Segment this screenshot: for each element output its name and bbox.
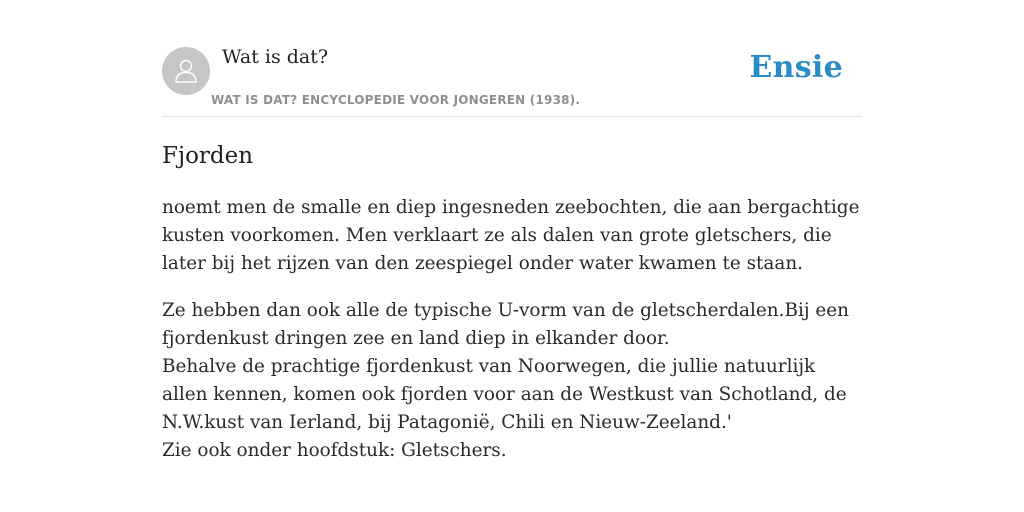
- source-header: [162, 0, 862, 117]
- entry-line: Behalve de prachtige fjordenkust van Noorwegen, die jullie natuurlijk allen kennen, komen ook fjorden voor aan de Westkust van Schotland, de N.W.kust van Ierland, bij Patagonië, Chili en Nieuw-Zeeland.': [162, 356, 847, 433]
- entry-body: [162, 194, 862, 465]
- entry-line: Ze hebben dan ook alle de typische U-vorm van de gletscherdalen.Bij een fjordenkust dringen zee en land diep in elkander door.: [162, 300, 850, 349]
- page-content: [162, 0, 862, 465]
- ensie-logo[interactable]: Ensie: [749, 50, 843, 85]
- entry-line: Zie ook onder hoofdstuk: Gletschers.: [162, 440, 507, 461]
- entry-title: Fjorden: [162, 143, 254, 169]
- user-silhouette-icon[interactable]: [162, 47, 210, 95]
- source-subtitle[interactable]: WAT IS DAT? ENCYCLOPEDIE VOOR JONGEREN (1938).: [211, 93, 581, 107]
- entry-paragraph-1: noemt men de smalle en diep ingesneden zeebochten, die aan bergachtige kusten voorkomen. Men verklaart ze als dalen van grote gletschers, die later bij het rijzen van den zeespiegel onder water kwamen te staan.: [162, 197, 860, 274]
- entry-paragraph-2: [162, 297, 862, 465]
- source-title[interactable]: Wat is dat?: [222, 46, 329, 68]
